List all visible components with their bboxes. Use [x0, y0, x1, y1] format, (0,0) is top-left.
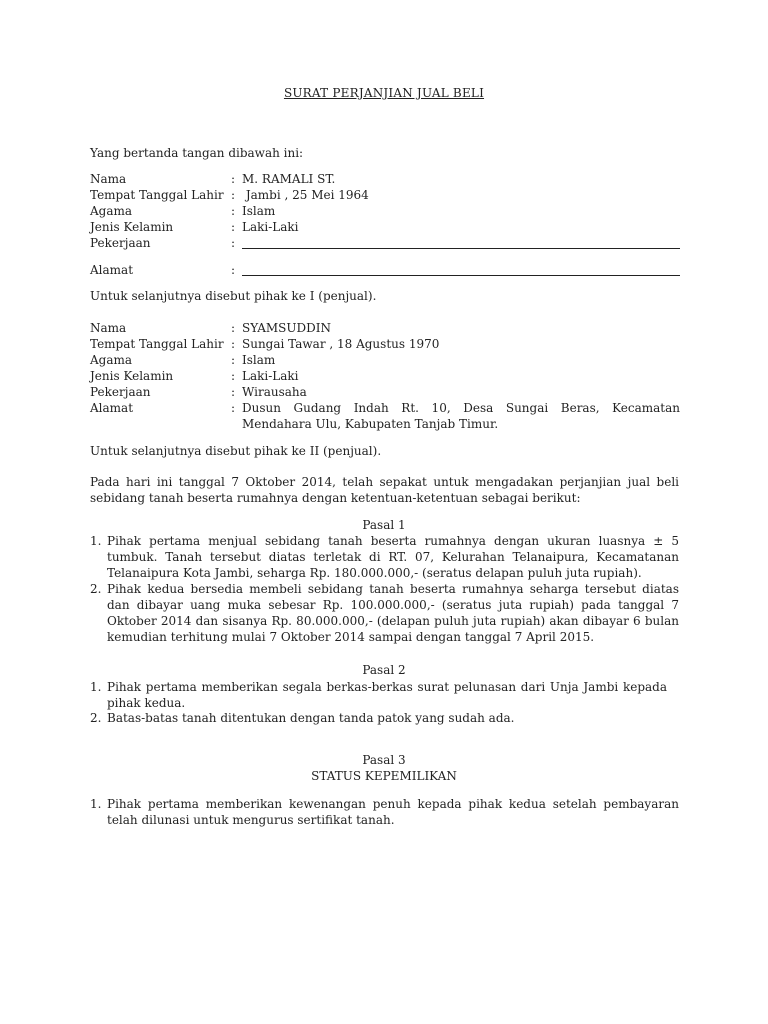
field-colon: : [231, 321, 236, 335]
field-label: Alamat [90, 263, 134, 277]
field-colon: : [231, 337, 236, 351]
list-number: 1. [90, 534, 102, 548]
field-label: Jenis Kelamin [90, 369, 174, 383]
party1-address-row [90, 262, 680, 278]
list-text: Pihak kedua bersedia membeli sebidang tanah beserta rumahnya seharga tersebut diatas dan dibayar uang muka sebesar Rp. 100.000.000,- (seratus juta rupiah) pada tanggal 7 Oktober 2014 dan sisanya Rp. 80.000.000,- (delapan puluh juta rupiah) akan dibayar 6 bulan kemudian terhitung mulai 7 Oktober 2014 sampai dengan tanggal 7 April 2015. [107, 582, 679, 644]
list-text: Batas-batas tanah ditentukan dengan tanda patok yang sudah ada. [107, 711, 515, 725]
field-colon: : [231, 385, 236, 399]
document-title: SURAT PERJANJIAN JUAL BELI [283, 86, 485, 100]
party1-name-row [90, 171, 680, 187]
party2-gender-row [90, 368, 680, 384]
party1-note: Untuk selanjutnya disebut pihak ke I (penjual). [90, 289, 377, 303]
party2-birth-row [90, 336, 680, 352]
pasal1-heading: Pasal 1 [362, 518, 406, 532]
field-label: Alamat [90, 401, 134, 415]
party2-address: Dusun Gudang Indah Rt. 10, Desa Sungai Beras, Kecamatan Mendahara Ulu, Kabupaten Tanjab Timur. [242, 401, 680, 431]
field-colon: : [231, 369, 236, 383]
preamble-paragraph: Pada hari ini tanggal 7 Oktober 2014, telah sepakat untuk mengadakan perjanjian jual beli sebidang tanah beserta rumahnya dengan ketentuan-ketentuan sebagai berikut: [90, 475, 679, 505]
field-label: Agama [90, 353, 133, 367]
party1-birth-row [90, 187, 680, 203]
list-number: 1. [90, 797, 102, 811]
field-label: Tempat Tanggal Lahir [90, 188, 224, 202]
party2-religion-row [90, 352, 680, 368]
party1-job-row [90, 235, 680, 251]
party2-job-row [90, 384, 680, 400]
field-label: Nama [90, 321, 127, 335]
field-colon: : [231, 236, 236, 250]
party2-job: Wirausaha [242, 385, 307, 399]
party1-gender: Laki-Laki [242, 220, 299, 234]
field-colon: : [231, 263, 236, 277]
party1-religion: Islam [242, 204, 276, 218]
pasal3-heading: Pasal 3 [362, 753, 406, 767]
field-colon: : [231, 172, 236, 186]
party2-name: SYAMSUDDIN [242, 321, 331, 335]
field-colon: : [231, 220, 236, 234]
field-label: Jenis Kelamin [90, 220, 174, 234]
party2-birth: Sungai Tawar , 18 Agustus 1970 [242, 337, 440, 351]
party1-name: M. RAMALI ST. [242, 172, 336, 186]
party2-religion: Islam [242, 353, 276, 367]
party2-address-row [90, 400, 680, 432]
field-label: Pekerjaan [90, 385, 151, 399]
field-colon: : [231, 401, 236, 415]
field-colon: : [231, 353, 236, 367]
list-number: 2. [90, 711, 102, 725]
field-label: Agama [90, 204, 133, 218]
field-label: Pekerjaan [90, 236, 151, 250]
blank-line [242, 248, 680, 249]
party1-religion-row [90, 203, 680, 219]
blank-line [242, 275, 680, 276]
pasal3-subheading: STATUS KEPEMILIKAN [311, 769, 457, 783]
intro-text: Yang bertanda tangan dibawah ini: [90, 146, 304, 160]
pasal2-heading: Pasal 2 [362, 663, 406, 677]
party2-name-row [90, 320, 680, 336]
party1-birth: Jambi , 25 Mei 1964 [242, 188, 369, 202]
list-number: 2. [90, 582, 102, 596]
field-label: Tempat Tanggal Lahir [90, 337, 224, 351]
field-colon: : [231, 204, 236, 218]
list-text: Pihak pertama memberikan segala berkas-berkas surat pelunasan dari Unja Jambi kepada pihak kedua. [107, 680, 667, 710]
field-colon: : [231, 188, 236, 202]
party1-gender-row [90, 219, 680, 235]
party2-gender: Laki-Laki [242, 369, 299, 383]
list-text: Pihak pertama menjual sebidang tanah beserta rumahnya dengan ukuran luasnya ± 5 tumbuk. Tanah tersebut diatas terletak di RT. 07, Kelurahan Telanaipura, Kecamatanan Telanaipura Kota Jambi, seharga Rp. 180.000.000,- (seratus delapan puluh juta rupiah). [107, 534, 679, 580]
field-label: Nama [90, 172, 127, 186]
list-text: Pihak pertama memberikan kewenangan penuh kepada pihak kedua setelah pembayaran telah dilunasi untuk mengurus sertifikat tanah. [107, 797, 679, 827]
party2-note: Untuk selanjutnya disebut pihak ke II (penjual). [90, 444, 382, 458]
list-number: 1. [90, 680, 102, 694]
